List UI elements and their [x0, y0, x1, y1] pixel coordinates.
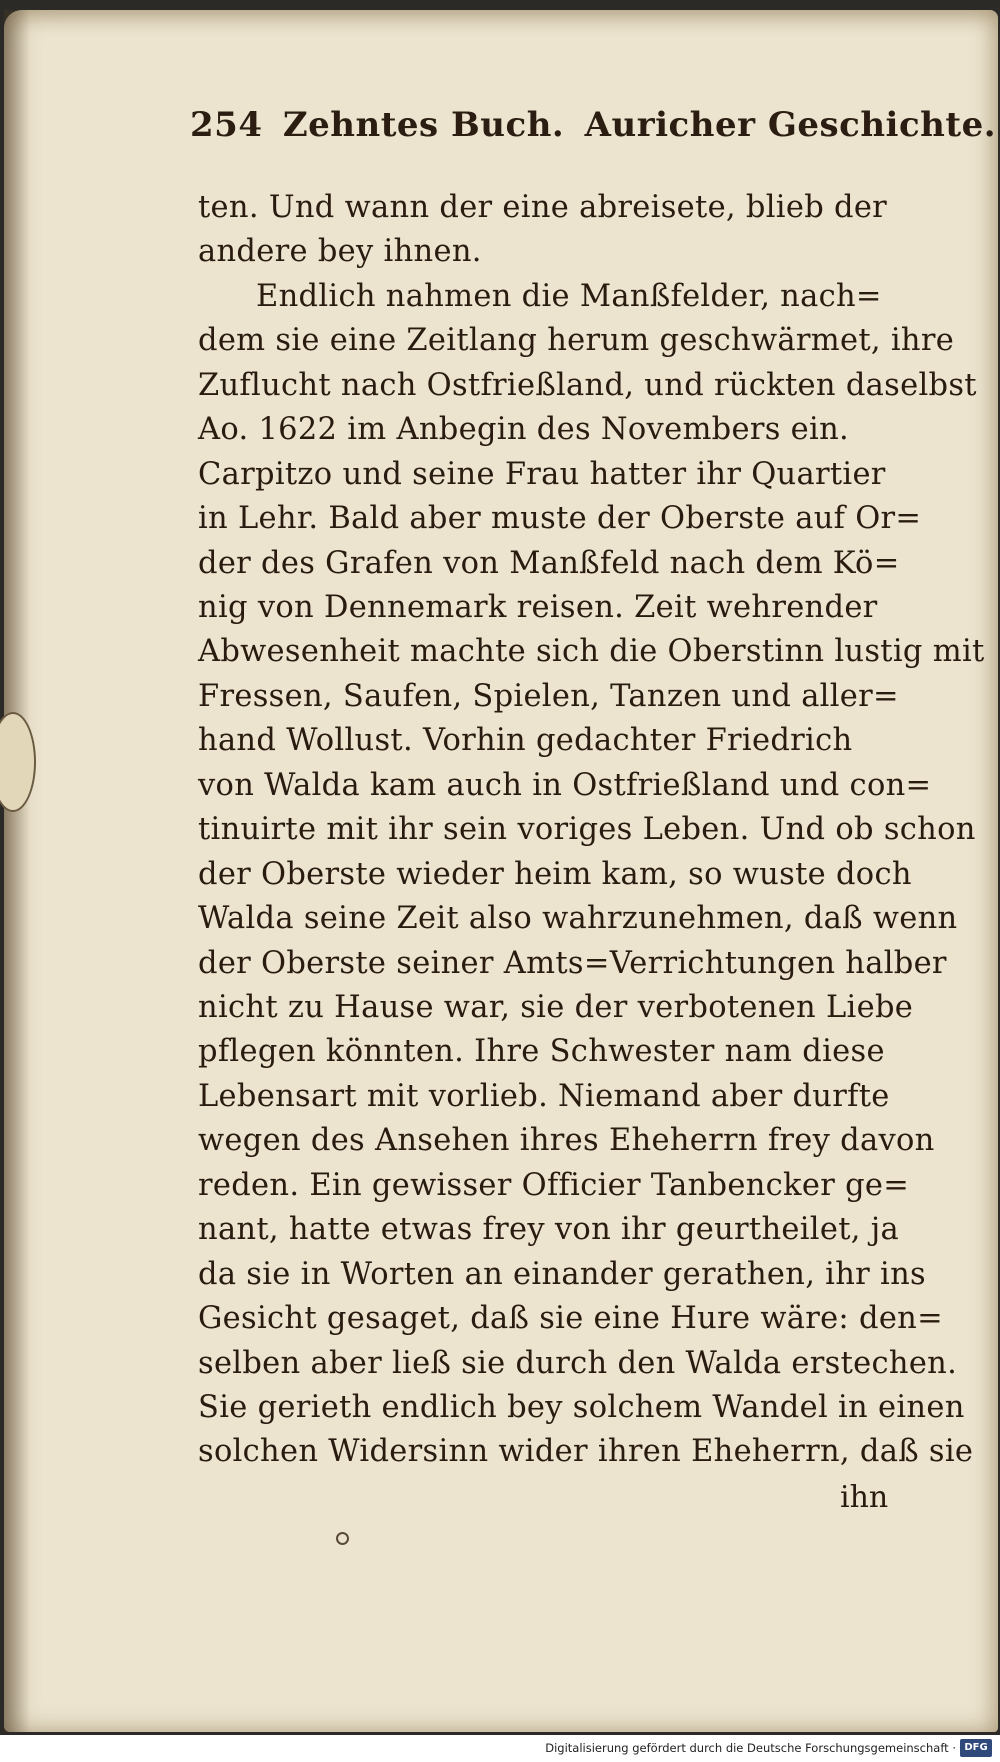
- page-number: 254: [190, 105, 263, 145]
- text-line: wegen des Ansehen ihres Eheherrn frey davon: [198, 1123, 935, 1158]
- digitization-credit: Digitalisierung gefördert durch die Deutsche Forschungsgemeinschaft ·: [545, 1741, 956, 1755]
- text-line: Lebensart mit vorlieb. Niemand aber durfte: [198, 1079, 890, 1114]
- text-line: nicht zu Hause war, sie der verbotenen Liebe: [198, 990, 914, 1025]
- text-line: von Walda kam auch in Ostfrießland und con=: [198, 768, 932, 803]
- text-line: dem sie eine Zeitlang herum geschwärmet, ihre: [198, 323, 955, 358]
- text-line: in Lehr. Bald aber muste der Oberste auf Or=: [198, 501, 922, 536]
- page-gutter-shadow: [4, 10, 30, 1732]
- text-line: der Oberste seiner Amts=Verrichtungen halber: [198, 946, 947, 981]
- running-head-book: Zehntes Buch.: [282, 105, 565, 145]
- text-line: der des Grafen von Manßfeld nach dem Kö=: [198, 546, 900, 581]
- text-line: ten. Und wann der eine abreisete, blieb der: [198, 190, 888, 225]
- text-line: Walda seine Zeit also wahrzunehmen, daß wenn: [198, 901, 958, 936]
- text-line: andere bey ihnen.: [198, 234, 482, 269]
- text-line: Carpitzo und seine Frau hatter ihr Quartier: [198, 457, 886, 492]
- text-line: tinuirte mit ihr sein voriges Leben. Und ob schon: [198, 812, 976, 847]
- text-line: Sie gerieth endlich bey solchem Wandel in einen: [198, 1390, 965, 1425]
- text-line: Abwesenheit machte sich die Oberstinn lustig mit: [198, 634, 985, 669]
- text-line: selben aber ließ sie durch den Walda erstechen.: [198, 1346, 958, 1381]
- text-line: Zuflucht nach Ostfrießland, und rückten daselbst: [198, 368, 977, 403]
- running-head: [190, 105, 997, 155]
- dfg-logo: DFG: [960, 1739, 992, 1757]
- ink-speck: [336, 1532, 349, 1545]
- catchword: ihn: [840, 1480, 889, 1515]
- text-line: Endlich nahmen die Manßfelder, nach=: [256, 279, 882, 314]
- text-line: reden. Ein gewisser Officier Tanbencker ge=: [198, 1168, 910, 1203]
- text-line: Ao. 1622 im Anbegin des Novembers ein.: [198, 412, 850, 447]
- text-line: pflegen könnten. Ihre Schwester nam diese: [198, 1034, 885, 1069]
- text-line: nant, hatte etwas frey von ihr geurtheilet, ja: [198, 1212, 899, 1247]
- running-head-title: Auricher Geschichte.: [584, 105, 997, 145]
- text-line: nig von Dennemark reisen. Zeit wehrender: [198, 590, 878, 625]
- text-line: der Oberste wieder heim kam, so wuste doch: [198, 857, 912, 892]
- text-line: Fressen, Saufen, Spielen, Tanzen und aller=: [198, 679, 899, 714]
- text-line: Gesicht gesaget, daß sie eine Hure wäre: den=: [198, 1301, 943, 1336]
- text-line: hand Wollust. Vorhin gedachter Friedrich: [198, 723, 853, 758]
- text-line: solchen Widersinn wider ihren Eheherrn, daß sie: [198, 1434, 974, 1469]
- text-line: da sie in Worten an einander gerathen, ihr ins: [198, 1257, 927, 1292]
